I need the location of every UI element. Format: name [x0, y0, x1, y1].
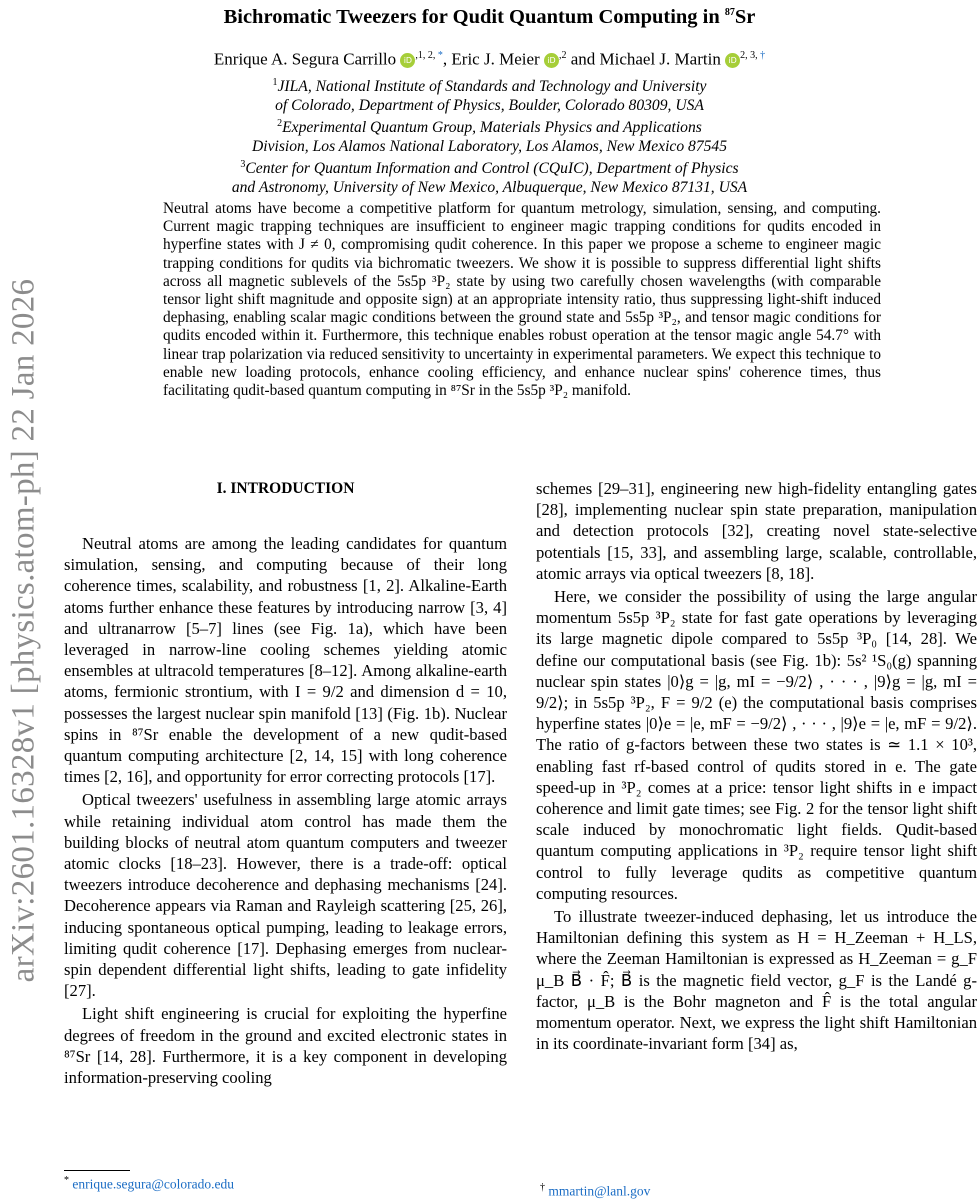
body-paragraph: Light shift engineering is crucial for exploiting the hyperfine degrees of freedom in the ground and excited electronic states in ⁸⁷Sr [14, 28]. Furthermore, it is a key component in developing information-preserving cooling: [64, 1004, 507, 1088]
right-column: [536, 478, 977, 1054]
affiliation-line: of Colorado, Department of Physics, Boulder, Colorado 80309, USA: [275, 96, 704, 114]
author-separator: ,: [442, 49, 452, 69]
paper-title: [0, 0, 979, 30]
affiliation-line: $^3$Center for Quantum Information and Control (CQuIC), Department of Physics: [240, 159, 739, 178]
title-main: Bichromatic Tweezers for Qudit Quantum Computing in: [223, 5, 725, 28]
affiliation-line: and Astronomy, University of New Mexico, Albuquerque, New Mexico 87131, USA: [231, 179, 748, 197]
arxiv-identifier-stamp: [4, 235, 44, 1025]
author-name: Enrique A. Segura Carrillo: [213, 49, 397, 69]
corresponding-author-link[interactable]: *: [437, 50, 443, 61]
body-paragraph: Here, we consider the possibility of using the large angular momentum 5s5p ³P₂ state for fast gate operations by leveraging its large magnetic dipole compared to 5s5p ³P₀ [14, 28]. We define our computational basis (see Fig. 1b): 5s² ¹S₀(g) spanning nuclear spin states |0⟩g = |g, mI = −9/2⟩ , · · · , |9⟩g = |g, mI = 9/2⟩; in 5s5p ³P₂, F = 9/2 (e) the computational basis comprises hyperfine states |0⟩e = |e, mF = −9/2⟩ , · · · , |9⟩e = |e, mF = 9/2⟩. The ratio of g-factors between these two states is ≃ 1.1 × 10³, enabling fast rf-based control of qudits stored in e. The gate speed-up in ³P₂ comes at a price: tensor light shifts in e impact coherence and limit gate times; see Fig. 2 for the tensor light shift scale induced by monochromatic light fields. Qudit-based quantum computing applications in ³P₂ require tensor light shift control to fully leverage qudits as competitive quantum computing resources.: [536, 587, 977, 903]
affiliation-line: Division, Los Alamos National Laboratory, Los Alamos, New Mexico 87545: [251, 137, 728, 155]
affiliation-line: $^1$JILA, National Institute of Standards and Technology and University: [272, 77, 707, 96]
body-paragraph: schemes [29–31], engineering new high-fidelity entangling gates [28], implementing nuclear spin state preparation, manipulation and detection protocols [32], creating novel state-selective potentials [15, 33], and assembling large, scalable, controllable, atomic arrays via optical tweezers [8, 18].: [536, 479, 977, 583]
section-heading: I. INTRODUCTION: [216, 480, 355, 497]
abstract: Neutral atoms have become a competitive platform for quantum metrology, simulation, sensing, and computing. Current magic trapping techniques are insufficient to engineer magic trapping conditions for qudits encoded in hyperfine states with J ≠ 0, compromising qudit coherence. In this paper we propose a scheme to engineer magic trapping conditions for qudits via bichromatic tweezers. We show it is possible to suppress differential light shifts across all magnetic sublevels of the 5s5p ³P₂ state by using two carefully chosen wavelengths (with comparable tensor light shift magnitude and opposite sign) at an appropriate intensity ratio, thus suppressing light-shift induced dephasing, enabling scalar magic conditions between the ground state and 5s5p ³P₂, and tensor magic conditions for qudits encoded within it. Furthermore, this technique enables robust operation at the tensor magic angle 54.7° with linear trap polarization via reduced sensitivity to uncertainty in experimental parameters. We expect this technique to enable new loading protocols, enhance cooling efficiency, and enhance nuclear spins' coherence times, thus facilitating qudit-based quantum computing in ⁸⁷Sr in the 5s5p ³P₂ manifold.: [163, 200, 881, 400]
author-affil-sup: 2, 3, †: [740, 50, 766, 61]
author-affil-sup: ,2: [558, 50, 567, 61]
body-paragraph: Optical tweezers' usefulness in assembling large atomic arrays while retaining individual atom control has made them the building blocks of neutral atom quantum computers and tweezer atomic clocks [18–23]. However, there is a trade-off: optical tweezers introduce decoherence and dephasing mechanisms [24]. Decoherence appears via Raman and Rayleigh scattering [25, 26], inducing spontaneous optical pumping, leading to leakage errors, limiting qudit coherence [17]. Dephasing emerges from nuclear-spin dependent differential light shifts, leading to gate infidelity [27].: [64, 790, 507, 1001]
author-name: Michael J. Martin: [599, 49, 721, 69]
footnote-corresponding-2: † mmartin@lanl.gov: [540, 1182, 651, 1199]
corresponding-author-link[interactable]: †: [760, 50, 766, 61]
orcid-icon[interactable]: iD: [400, 53, 415, 68]
email-link[interactable]: enrique.segura@colorado.edu: [72, 1176, 234, 1192]
affiliations: [0, 74, 979, 198]
author-separator: and: [566, 49, 600, 69]
body-paragraph: Neutral atoms are among the leading candidates for quantum simulation, sensing, and computing because of their long coherence times, scalability, and robustness [1, 2]. Alkaline-Earth atoms further enhance these features by introducing narrow [3, 4] and ultranarrow [5–7] lines (see Fig. 1a), which have been leveraged in narrow-line cooling schemes yielding atomic ensembles at ultracold temperatures [8–12]. Among alkaline-earth atoms, fermionic strontium, with I = 9/2 and dimension d = 10, possesses the largest nuclear spin manifold [13] (Fig. 1b). Nuclear spins in ⁸⁷Sr enable the development of a new qudit-based quantum computing architecture [2, 14, 15] with long coherence times [2, 16], and opportunity for error correcting protocols [17].: [64, 534, 507, 787]
body-paragraph: To illustrate tweezer-induced dephasing, let us introduce the Hamiltonian defining this system as H = H_Zeeman + H_LS, where the Zeeman Hamiltonian is expressed as H_Zeeman = g_F μ_B B⃗ · F̂; B⃗ is the magnetic field vector, g_F is the Landé g-factor, μ_B is the Bohr magneton and F̂ is the total angular momentum operator. Next, we express the light shift Hamiltonian in its coordinate-invariant form [34] as,: [536, 907, 977, 1054]
email-link[interactable]: mmartin@lanl.gov: [548, 1183, 651, 1199]
arxiv-identifier-text: arXiv:2601.16328v1 [physics.atom-ph] 22 Jan 2026: [5, 278, 42, 982]
affiliation-line: $^2$Experimental Quantum Group, Materials Physics and Applications: [277, 118, 702, 137]
author-list: [0, 44, 979, 72]
orcid-icon[interactable]: iD: [544, 53, 559, 68]
left-column: [64, 478, 507, 1088]
footnote-divider: [64, 1170, 130, 1171]
footnote-corresponding-1: * enrique.segura@colorado.edu: [64, 1175, 234, 1192]
title-isotope: 87: [724, 7, 735, 18]
title-element: Sr: [734, 5, 756, 28]
author-affil-sup: ,1, 2, *: [415, 50, 443, 61]
orcid-icon[interactable]: iD: [725, 53, 740, 68]
author-name: Eric J. Meier: [451, 49, 540, 69]
